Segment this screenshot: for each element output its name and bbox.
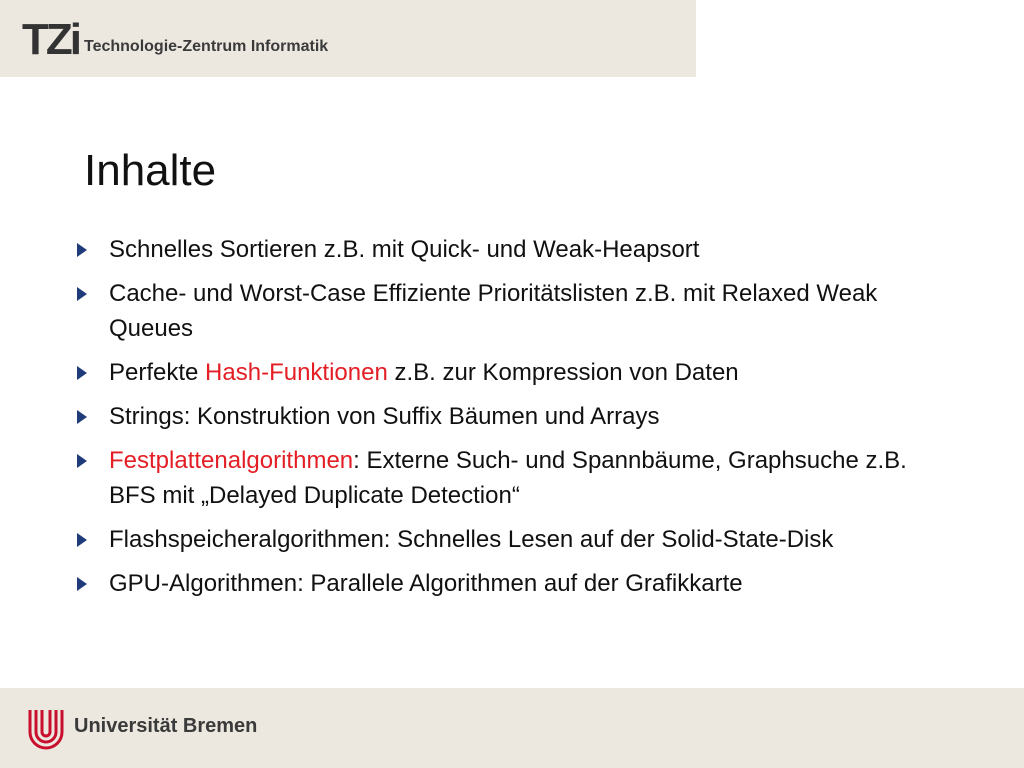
bullet-item-1 bbox=[74, 232, 954, 267]
bullet-arrow-icon bbox=[77, 533, 87, 547]
bullet-arrow-icon bbox=[77, 454, 87, 468]
header-org-name: Technologie-Zentrum Informatik bbox=[84, 38, 329, 55]
bullet-arrow-icon bbox=[77, 577, 87, 591]
bullet-arrow-icon bbox=[77, 287, 87, 301]
bullet-text: Schnelles Sortieren z.B. mit Quick- und Weak-Heapsort bbox=[109, 236, 700, 263]
bullet-item-4 bbox=[74, 399, 954, 434]
bullet-item-2 bbox=[74, 276, 954, 346]
bullet-text: Strings: Konstruktion von Suffix Bäumen und Arrays bbox=[109, 403, 660, 430]
bullet-arrow-icon bbox=[77, 366, 87, 380]
slide-title: Inhalte bbox=[84, 146, 217, 195]
bullet-text: GPU-Algorithmen: Parallele Algorithmen auf der Grafikkarte bbox=[109, 570, 743, 597]
bullet-text: Flashspeicheralgorithmen: Schnelles Lesen auf der Solid-State-Disk bbox=[109, 526, 834, 553]
bullet-item-5 bbox=[74, 443, 954, 513]
bullet-item-6 bbox=[74, 522, 954, 557]
bullet-arrow-icon bbox=[77, 243, 87, 257]
bullet-item-7 bbox=[74, 566, 954, 601]
footer-university-name: Universität Bremen bbox=[74, 715, 258, 737]
tzi-logo: TZi bbox=[22, 15, 79, 64]
bullet-text: Perfekte bbox=[109, 359, 206, 386]
bullet-list bbox=[74, 232, 954, 610]
bullet-arrow-icon bbox=[77, 410, 87, 424]
bullet-text: : Externe Such- und Spannbäume, Graphsuche z.B. BFS mit „Delayed Duplicate Detection“ bbox=[109, 447, 907, 509]
bullet-text: Cache- und Worst-Case Effiziente Prioritätslisten z.B. mit Relaxed Weak Queues bbox=[109, 280, 878, 342]
bullet-text: z.B. zur Kompression von Daten bbox=[387, 359, 739, 386]
bullet-item-3 bbox=[74, 355, 954, 390]
highlighted-term: Festplattenalgorithmen bbox=[109, 447, 354, 474]
university-logo-icon bbox=[24, 706, 68, 750]
highlighted-term: Hash-Funktionen bbox=[205, 359, 388, 386]
